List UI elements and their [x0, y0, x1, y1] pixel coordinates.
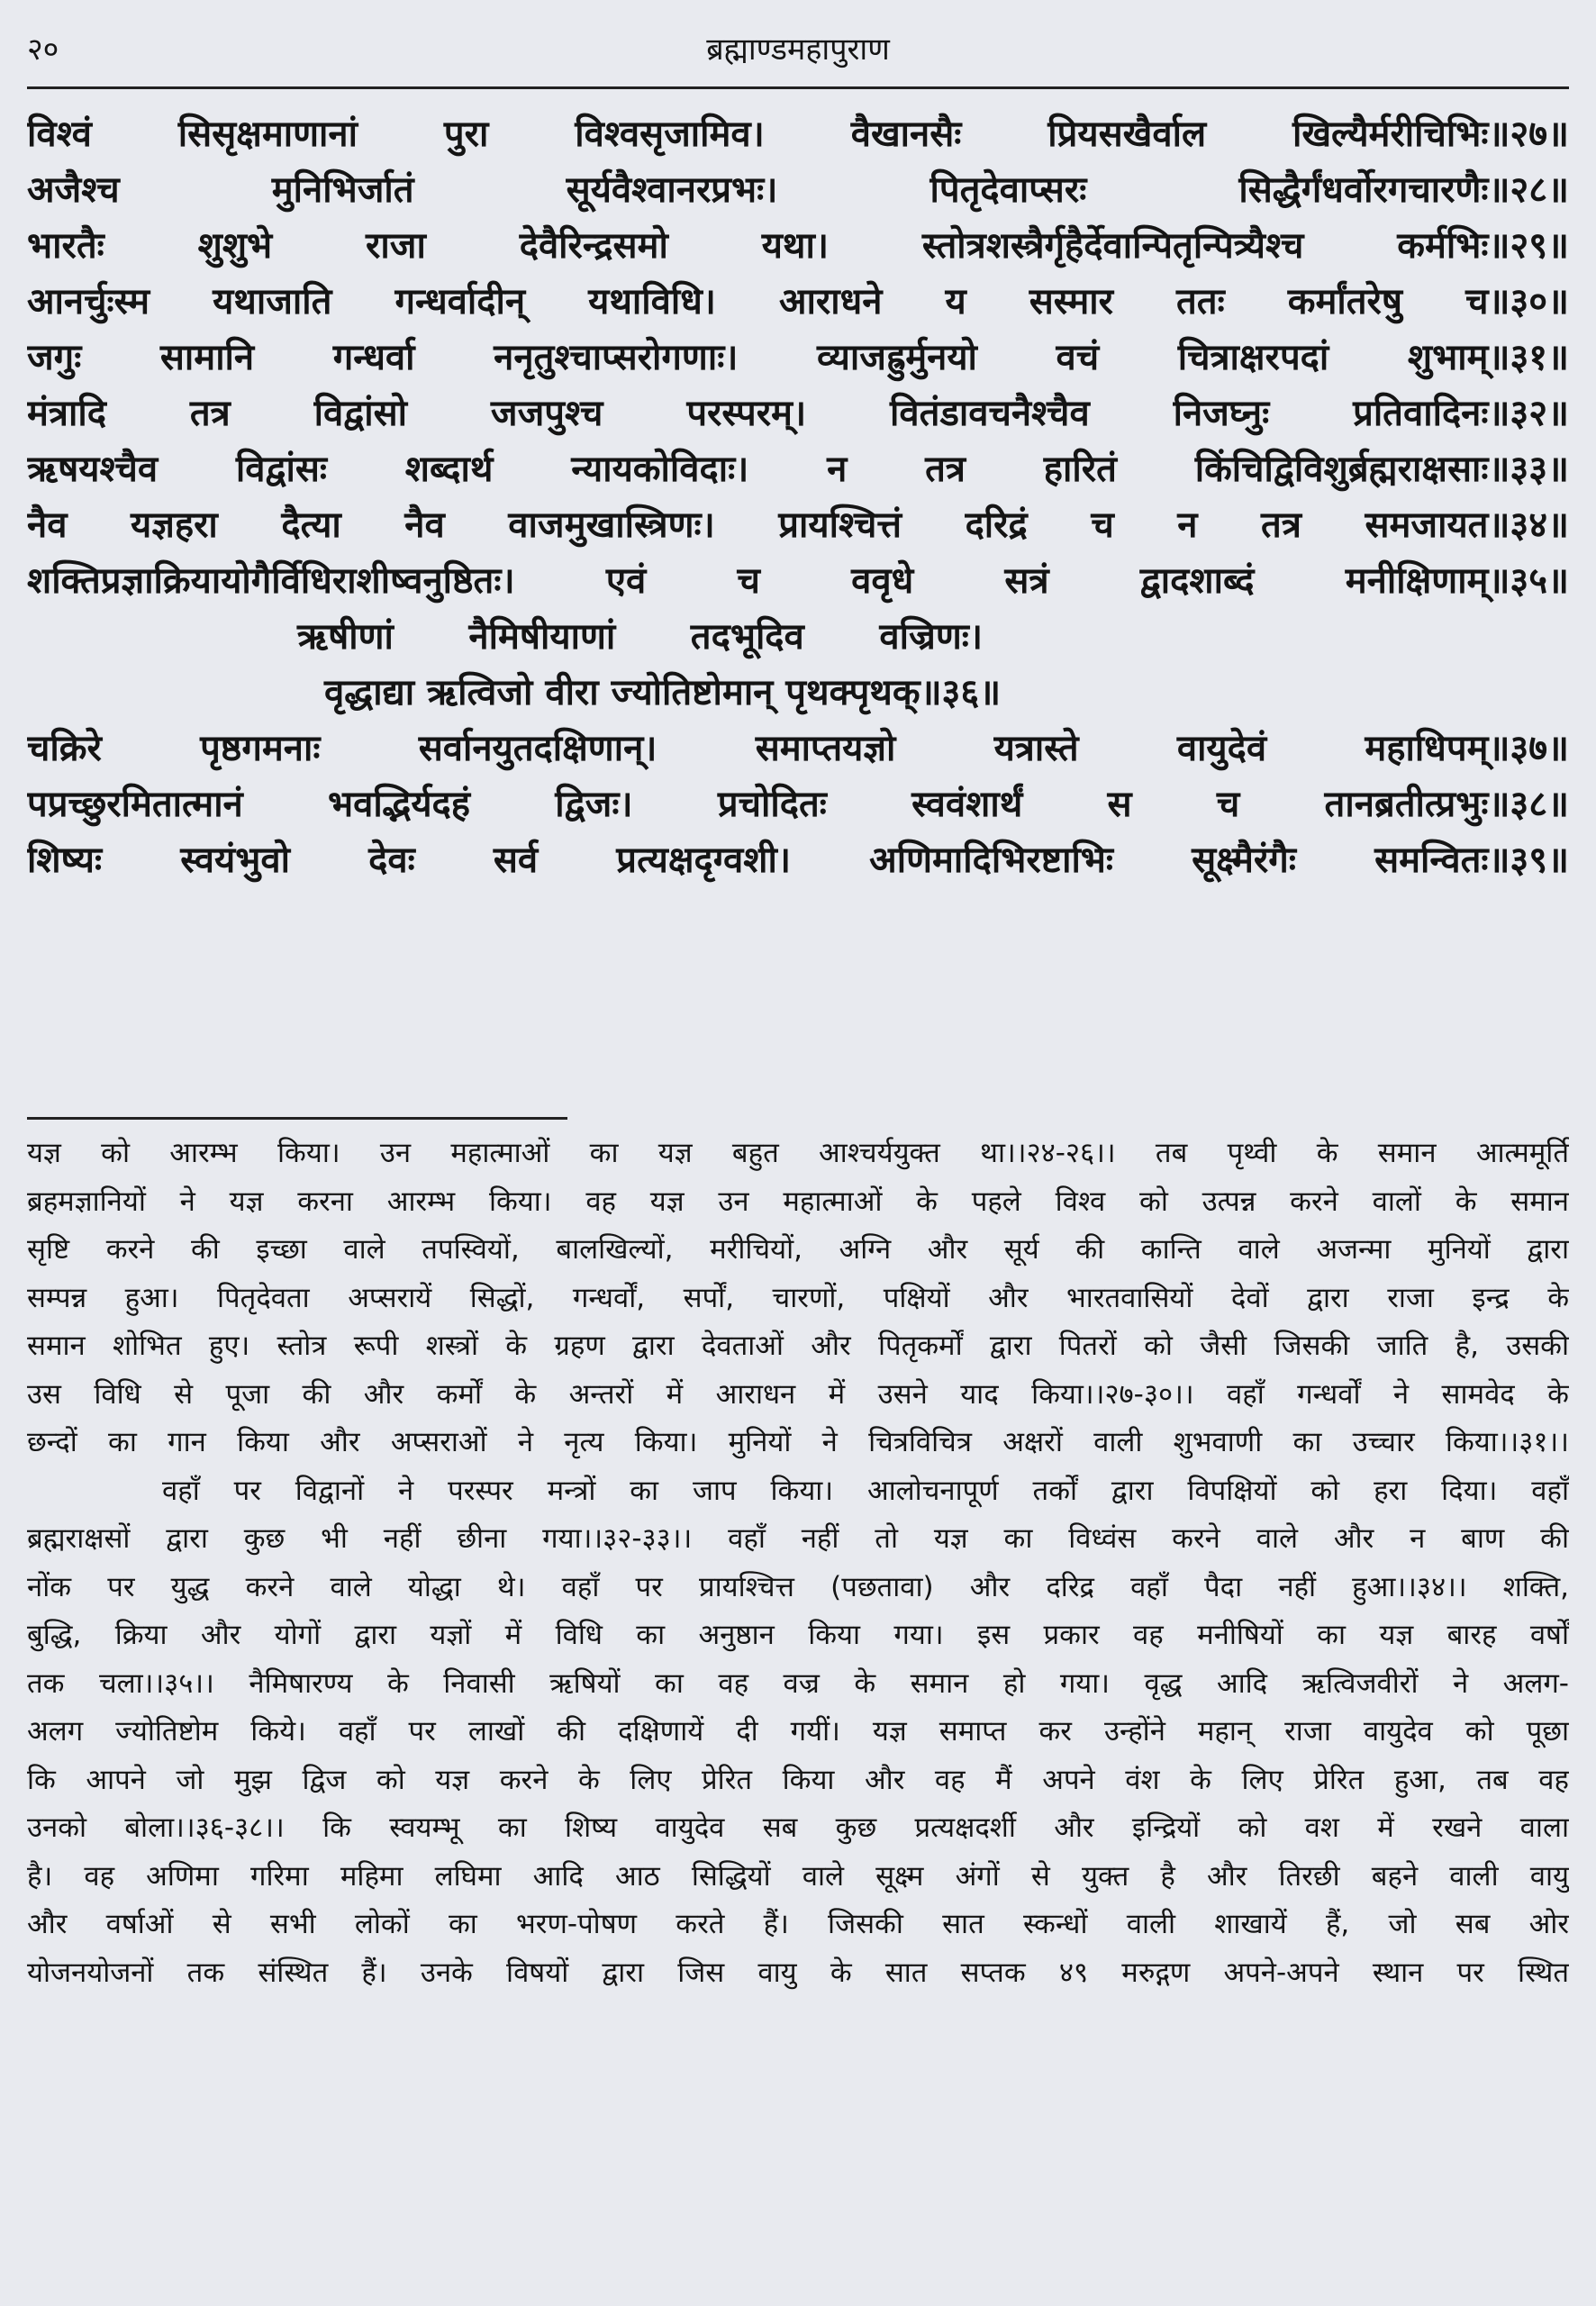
- hindi-commentary: [27, 1130, 1569, 1997]
- verse-line: अजैश्च मुनिभिर्जातं सूर्यवैश्वानरप्रभः। पितृदेवाप्सरः सिद्धैर्गंधर्वोरगचारणैः॥२८॥: [27, 169, 1569, 211]
- commentary-line: बुद्धि, क्रिया और योगों द्वारा यज्ञों में विधि का अनुष्ठान किया गया। इस प्रकार वह मनीषियों का यज्ञ बारह वर्षों: [27, 1619, 1569, 1651]
- verse-line: आनर्चुःस्म यथाजाति गन्धर्वादीन् यथाविधि। आराधने य सस्मार ततः कर्मांतरेषु च॥३०॥: [27, 281, 1569, 322]
- verse-line: मंत्रादि तत्र विद्वांसो जजपुश्च परस्परम्। वितंडावचनैश्चैव निजघ्नुः प्रतिवादिनः॥३२॥: [27, 393, 1569, 434]
- commentary-line: यज्ञ को आरम्भ किया। उन महात्माओं का यज्ञ बहुत आश्चर्ययुक्त था।।२४-२६।। तब पृथ्वी के समान आत्ममूर्ति: [27, 1137, 1569, 1169]
- centered-verse-line: ऋषीणां नैमिषीयाणां तदभूदिव वज्रिणः।: [297, 616, 983, 658]
- commentary-line: तक चला।।३५।। नैमिषारण्य के निवासी ऋषियों का वह वज्र के समान हो गया। वृद्ध आदि ऋत्विजवीरों ने अलग-: [27, 1666, 1569, 1700]
- commentary-line: और वर्षाओं से सभी लोकों का भरण-पोषण करते हैं। जिसकी सात स्कन्धों वाली शाखायें हैं, जो सब ओर: [27, 1908, 1569, 1940]
- commentary-line: छन्दों का गान किया और अप्सराओं ने नृत्य किया। मुनियों ने चित्रविचित्र अक्षरों वाली शुभवाणी का उच्चार किया।।३१।।: [27, 1426, 1569, 1458]
- commentary-line: अलग ज्योतिष्टोम किये। वहाँ पर लाखों की दक्षिणायें दी गयीं। यज्ञ समाप्त कर उन्होंने महान् राजा वायुदेव को पूछा: [27, 1715, 1569, 1748]
- verse-line: नैव यज्ञहरा दैत्या नैव वाजमुखास्त्रिणः। प्रायश्चित्तं दरिद्रं च न तत्र समजायत॥३४॥: [27, 504, 1569, 546]
- separator-rule: [27, 1117, 567, 1120]
- commentary-line: सृष्टि करने की इच्छा वाले तपस्वियों, बालखिल्यों, मरीचियों, अग्नि और सूर्य की कान्ति वाले अजन्मा मुनियों द्वारा: [27, 1233, 1569, 1266]
- commentary-line: वहाँ पर विद्वानों ने परस्पर मन्त्रों का जाप किया। आलोचनापूर्ण तर्कों द्वारा विपक्षियों को हरा दिया। वहाँ: [162, 1474, 1569, 1507]
- verse-line: चक्रिरे पृष्ठगमनाः सर्वानयुतदक्षिणान्। समाप्तयज्ञो यत्रास्ते वायुदेवं महाधिपम्॥३७॥: [27, 728, 1569, 769]
- commentary-line: समान शोभित हुए। स्तोत्र रूपी शस्त्रों के ग्रहण द्वारा देवताओं और पितृकर्मों द्वारा पितरों को जैसी जिसकी जाति है, उसकी: [27, 1330, 1569, 1362]
- verse-line: जगुः सामानि गन्धर्वा ननृतुश्चाप्सरोगणाः। व्याजह्रुर्मुनयो वचं चित्राक्षरपदां शुभाम्॥३१॥: [27, 337, 1569, 378]
- commentary-line: उस विधि से पूजा की और कर्मों के अन्तरों में आराधन में उसने याद किया।।२७-३०।। वहाँ गन्धर्वों ने सामवेद के: [27, 1377, 1569, 1411]
- verse-line: शिष्यः स्वयंभुवो देवः सर्व प्रत्यक्षदृग्वशी। अणिमादिभिरष्टाभिः सूक्ष्मैरंगैः समन्वितः॥३९॥: [27, 840, 1569, 881]
- verse-line: भारतैः शुशुभे राजा देवैरिन्द्रसमो यथा। स्तोत्रशस्त्रैर्गृहैर्देवान्पितृन्पित्र्यैश्च कर्मभिः॥२९॥: [27, 225, 1569, 267]
- commentary-line: है। वह अणिमा गरिमा महिमा लघिमा आदि आठ सिद्धियों वाले सूक्ष्म अंगों से युक्त है और तिरछी बहने वाली वायु: [27, 1859, 1569, 1893]
- sanskrit-verses: [27, 106, 1569, 888]
- commentary-line: योजनयोजनों तक संस्थित हैं। उनके विषयों द्वारा जिस वायु के सात सप्तक ४९ मरुद्गण अपने-अपने स्थान पर स्थित: [27, 1956, 1569, 1989]
- commentary-line: ब्रह्मराक्षसों द्वारा कुछ भी नहीं छीना गया।।३२-३३।। वहाँ नहीं तो यज्ञ का विध्वंस करने वाले और न बाण की: [27, 1522, 1569, 1555]
- running-title: ब्रह्माण्डमहापुराण: [706, 32, 890, 68]
- header-rule: [27, 86, 1569, 89]
- commentary-line: सम्पन्न हुआ। पितृदेवता अप्सरायें सिद्धों, गन्धर्वों, सर्पों, चारणों, पक्षियों और भारतवासियों देवों द्वारा राजा इन्द्र के: [27, 1281, 1569, 1314]
- verse-line: पप्रच्छुरमितात्मानं भवद्भिर्यदहं द्विजः। प्रचोदितः स्ववंशार्थं स च तानब्रतीत्प्रभुः॥३८॥: [27, 784, 1569, 825]
- page-header: [27, 27, 1569, 81]
- centered-verse-line: वृद्धाद्या ऋत्विजो वीरा ज्योतिष्टोमान् पृथक्पृथक्॥३६॥: [324, 672, 1002, 713]
- commentary-line: उनको बोला।।३६-३८।। कि स्वयम्भू का शिष्य वायुदेव सब कुछ प्रत्यक्षदर्शी और इन्द्रियों को वश में रखने वाला: [27, 1811, 1569, 1844]
- verse-line: ऋषयश्चैव विद्वांसः शब्दार्थ न्यायकोविदाः। न तत्र हारितं किंचिद्विविशुर्ब्रह्मराक्षसाः॥३३॥: [27, 449, 1569, 490]
- page-number: २०: [27, 32, 59, 68]
- commentary-line: नोंक पर युद्ध करने वाले योद्धा थे। वहाँ पर प्रायश्चित्त (पछतावा) और दरिद्र वहाँ पैदा नहीं हुआ।।३४।। शक्ति,: [27, 1570, 1569, 1603]
- commentary-line: कि आपने जो मुझ द्विज को यज्ञ करने के लिए प्रेरित किया और वह मैं अपने वंश के लिए प्रेरित हुआ, तब वह: [27, 1763, 1569, 1796]
- commentary-line: ब्रहमज्ञानियों ने यज्ञ करना आरम्भ किया। वह यज्ञ उन महात्माओं के पहले विश्व को उत्पन्न करने वालों के समान: [27, 1185, 1569, 1218]
- verse-line: विश्वं सिसृक्षमाणानां पुरा विश्वसृजामिव। वैखानसैः प्रियसखैर्वाल खिल्यैर्मरीचिभिः॥२७॥: [27, 113, 1569, 155]
- verse-line: शक्तिप्रज्ञाक्रियायोगैर्विधिराशीष्वनुष्ठितः। एवं च ववृधे सत्रं द्वादशाब्दं मनीक्षिणाम्॥३५॥: [27, 560, 1569, 602]
